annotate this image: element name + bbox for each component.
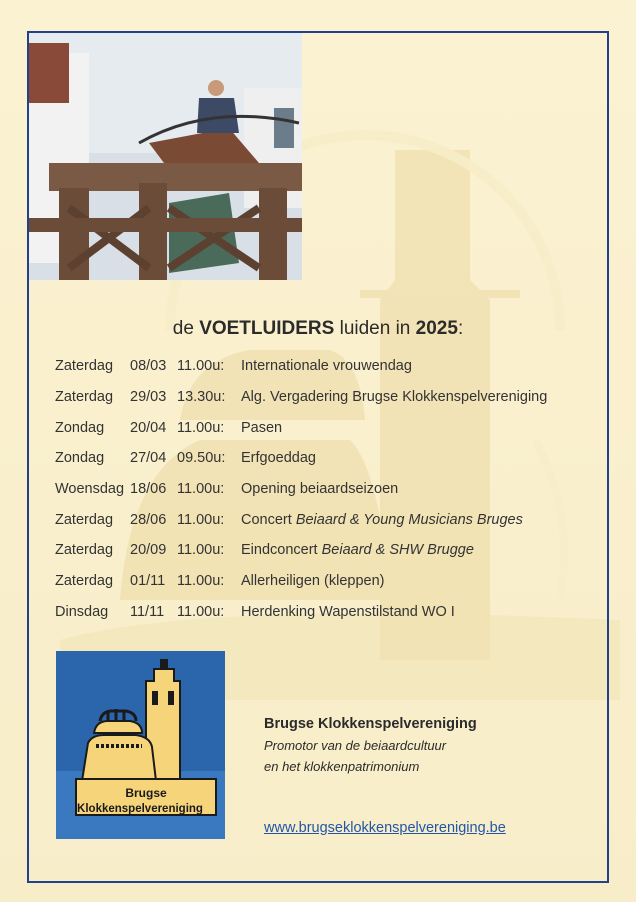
schedule-date: 11/11 [130,604,165,620]
schedule-day: Dinsdag [55,604,109,620]
schedule-event: Herdenking Wapenstilstand WO I [241,604,455,620]
schedule-day: Zaterdag [55,512,114,528]
organization-info [264,716,477,780]
schedule-time: 11.00u: [177,358,225,374]
schedule-time: 11.00u: [177,512,225,528]
schedule-event: Concert Beiaard & Young Musicians Bruges [241,512,523,528]
schedule-event: Internationale vrouwendag [241,358,412,374]
schedule-date: 20/04 [130,420,167,436]
schedule-day: Zaterdag [55,573,114,589]
schedule-date: 29/03 [130,389,167,405]
belfry-bell-logo-icon [56,651,225,839]
website-link[interactable]: www.brugseklokkenspelvereniging.be [264,820,506,836]
schedule-date: 28/06 [130,512,167,528]
logo-text-line-2: Klokkenspelvereniging [77,803,203,815]
schedule-event: Erfgoeddag [241,450,316,466]
schedule-day: Zaterdag [55,389,114,405]
schedule-event: Opening beiaardseizoen [241,481,399,497]
schedule-time: 13.30u: [177,389,226,405]
schedule-time: 11.00u: [177,573,225,589]
schedule-time: 11.00u: [177,420,225,436]
bell-ringer-photo-icon [29,33,302,280]
organization-tagline-2: en het klokkenpatrimonium [264,759,420,774]
organization-name: Brugse Klokkenspelvereniging [264,716,477,732]
schedule-date: 01/11 [130,573,166,589]
schedule-date: 20/09 [130,542,167,558]
schedule-event: Pasen [241,420,283,436]
schedule-date: 27/04 [130,450,167,466]
schedule-event: Alg. Vergadering Brugse Klokkenspelvereniging [241,389,548,405]
logo-text-line-1: Brugse [125,786,167,800]
schedule-event: Allerheiligen (kleppen) [241,573,385,589]
schedule-day: Zondag [55,420,105,436]
schedule-time: 11.00u: [177,542,225,558]
schedule-day: Zaterdag [55,358,114,374]
schedule-day: Woensdag [55,481,125,497]
schedule-time: 11.00u: [177,604,225,620]
schedule-time: 09.50u: [177,450,226,466]
schedule-day: Zondag [55,450,105,466]
organization-tagline-1: Promotor van de beiaardcultuur [264,738,447,753]
schedule-date: 18/06 [130,481,167,497]
schedule-date: 08/03 [130,358,167,374]
page-title: de VOETLUIDERS luiden in 2025: [172,318,464,339]
schedule-day: Zaterdag [55,542,114,558]
schedule-time: 11.00u: [177,481,225,497]
schedule-event: Eindconcert Beiaard & SHW Brugge [241,542,474,558]
